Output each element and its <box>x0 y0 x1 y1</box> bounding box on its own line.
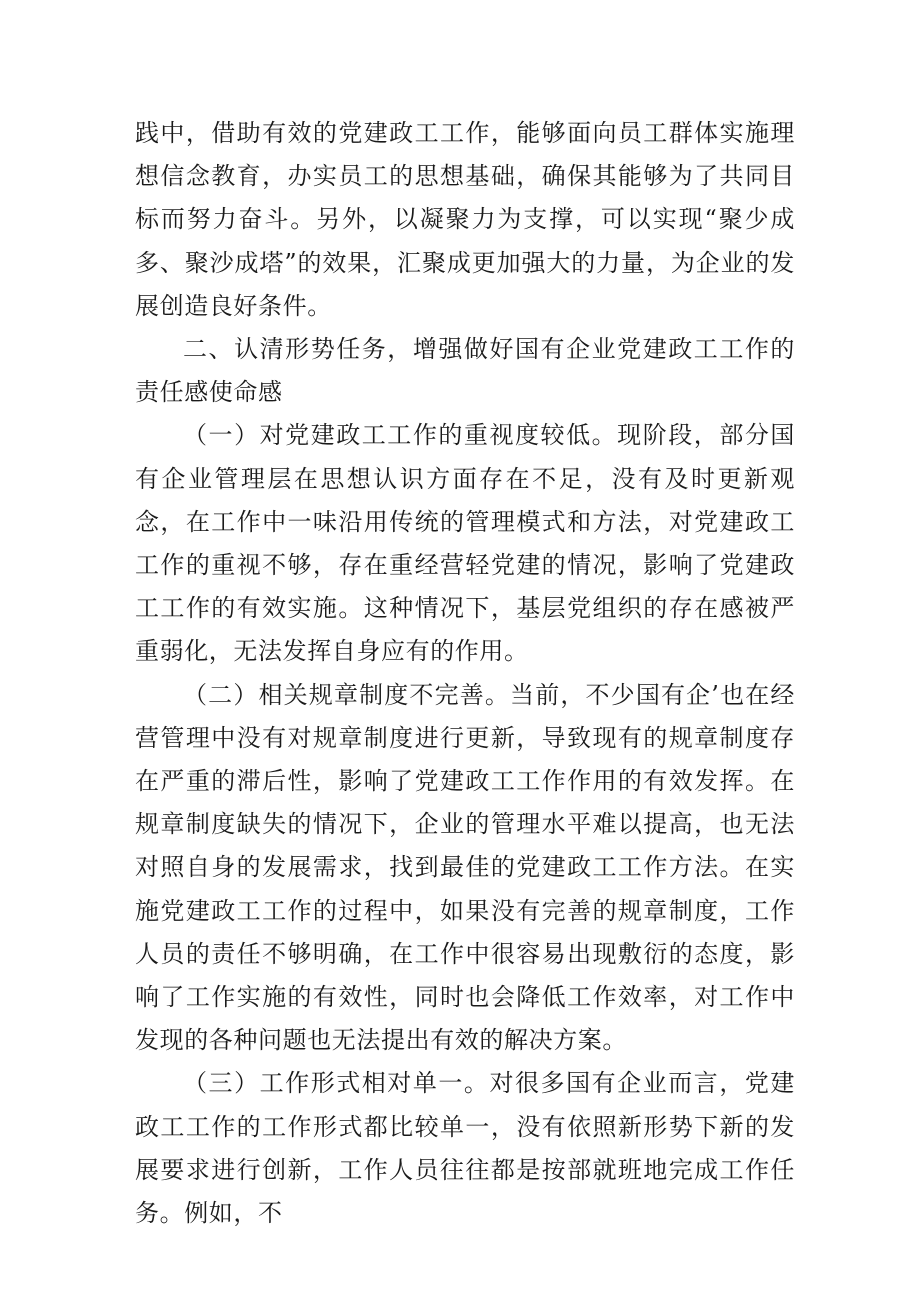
paragraph-continuation: 践中，借助有效的党建政工工作，能够面向员工群体实施理想信念教育，办实员工的思想基础，确保其能够为了共同目标而努力奋斗。另外，以凝聚力为支撑，可以实现“聚少成多、聚沙成塔”的效果，汇聚成更加强大的力量，为企业的发展创造良好条件。 <box>135 119 795 320</box>
paragraph-item-1: （一）对党建政工工作的重视度较低。现阶段，部分国有企业管理层在思想认识方面存在不足，没有及时更新观念，在工作中一味沿用传统的管理模式和方法，对党建政工工作的重视不够，存在重经营轻党建的情况，影响了党建政工工作的有效实施。这种情况下，基层党组织的存在感被严重弱化，无法发挥自身应有的作用。 <box>135 421 795 666</box>
body-text <box>135 112 795 1235</box>
paragraph-item-3: （三）工作形式相对单一。对很多国有企业而言，党建政工工作的工作形式都比较单一，没有依照新形势下新的发展要求进行创新，工作人员往往都是按部就班地完成工作任务。例如，不 <box>135 1069 795 1228</box>
paragraph-item-2: （二）相关规章制度不完善。当前，不少国有企’也在经营管理中没有对规章制度进行更新，导致现有的规章制度存在严重的滞后性，影响了党建政工工作作用的有效发挥。在规章制度缺失的情况下，企业的管理水平难以提高，也无法对照自身的发展需求，找到最佳的党建政工工作方法。在实施党建政工工作的过程中，如果没有完善的规章制度，工作人员的责任不够明确，在工作中很容易出现敷衍的态度，影响了工作实施的有效性，同时也会降低工作效率，对工作中发现的各种问题也无法提出有效的解决方案。 <box>135 680 795 1055</box>
section-heading: 二、认清形势任务，增强做好国有企业党建政工工作的责任感使命感 <box>135 335 795 407</box>
